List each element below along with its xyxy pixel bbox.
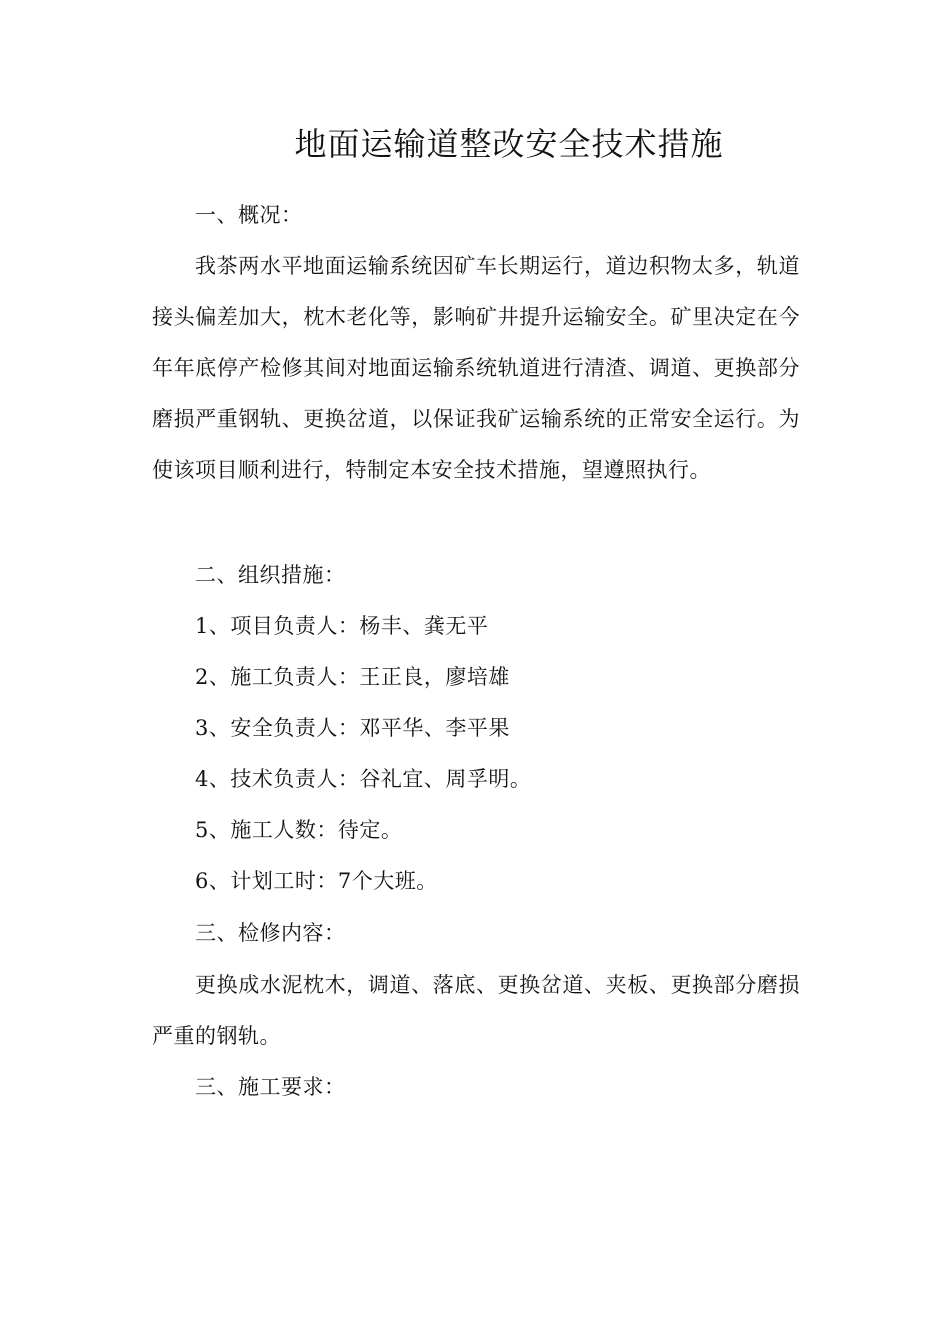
org-item-construction-lead: 2、施工负责人：王正良，廖培雄 [195,665,510,689]
section-heading-overview: 一、概况： [195,203,303,227]
section-heading-maintenance: 三、检修内容： [195,921,346,945]
org-item-project-lead: 1、项目负责人：杨丰、龚无平 [195,614,489,638]
section-heading-requirements: 三、施工要求： [195,1075,346,1099]
org-item-safety-lead: 3、安全负责人：邓平华、李平果 [195,716,510,740]
org-item-worker-count: 5、施工人数：待定。 [195,818,403,842]
section-heading-organization: 二、组织措施： [195,563,346,587]
org-item-planned-hours: 6、计划工时：7个大班。 [195,869,438,893]
org-item-technical-lead: 4、技术负责人：谷礼宜、周孚明。 [195,767,532,791]
document-title: 地面运输道整改安全技术措施 [294,125,724,163]
overview-paragraph: 我茶两水平地面运输系统因矿车长期运行，道边积物太多，轨道接头偏差加大，枕木老化等，影响矿井提升运输安全。矿里决定在今年年底停产检修其间对地面运输系统轨道进行清渣、调道、更换部分磨损严重钢轨、更换岔道，以保证我矿运输系统的正常安全运行。为使该项目顺利进行，特制定本安全技术措施，望遵照执行。 [152,254,800,482]
maintenance-paragraph: 更换成水泥枕木，调道、落底、更换岔道、夹板、更换部分磨损严重的钢轨。 [152,973,800,1048]
